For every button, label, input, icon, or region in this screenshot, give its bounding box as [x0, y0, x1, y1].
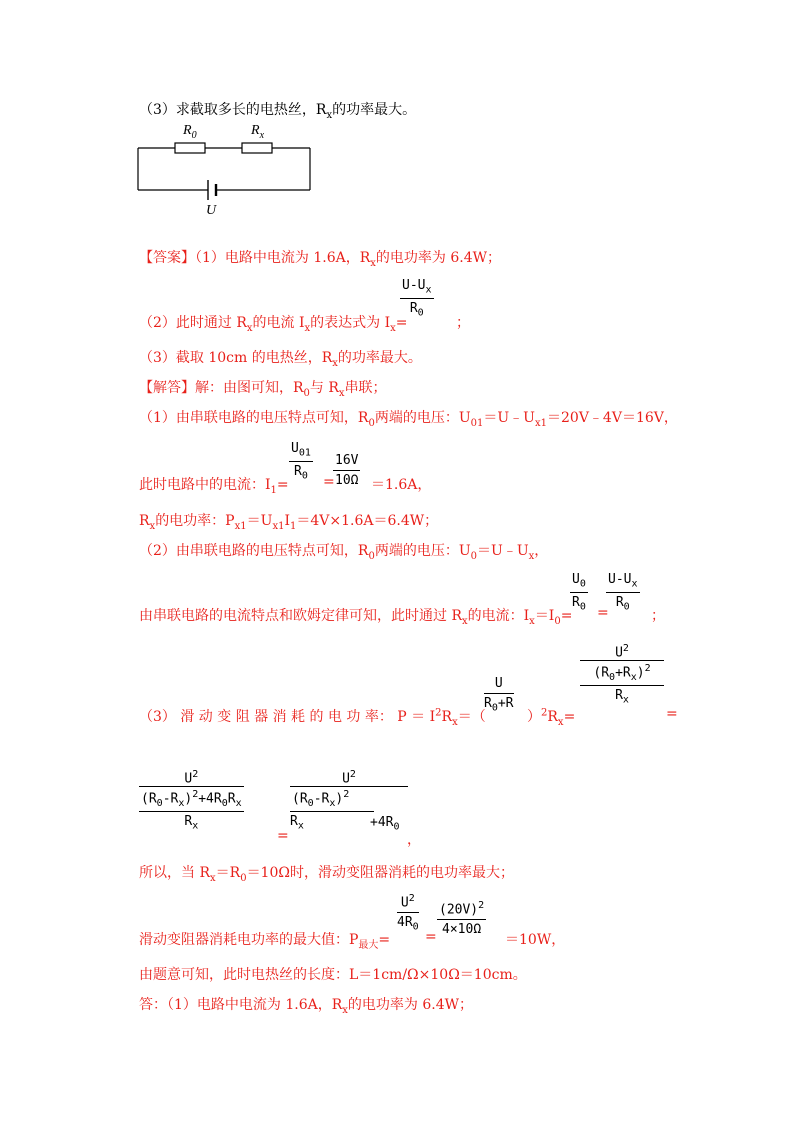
solution-1-line-3: $R_x$的电功率：$P_{x1}=U_{x1}I_1=4V\times 1.6A=6.4W$；	[139, 513, 439, 532]
solution-3-line-1: （3） 滑 动 变 阻 器 消 耗 的 电 功 率： $P = I^2R_x=$（	[139, 707, 486, 728]
question-text-tail: 的功率最大。	[332, 102, 417, 118]
solution-2-line-2: 由串联电路的电流特点和欧姆定律可知，此时通过 $R_x$的电流：$I_x=I_0=$	[139, 608, 573, 627]
fraction-u01-r0: $U_{01}$ $R_0$	[291, 441, 311, 482]
fraction-u2-over-4r0: $U^2$ $4R_0$	[397, 893, 419, 933]
solution-3-line-4: 滑动变阻器消耗电功率的最大值：$P_{最大}=$	[139, 932, 391, 951]
equals: =	[425, 929, 437, 945]
resistor-r0	[175, 143, 205, 153]
complex-fraction-3: $U^2$ $(R_0-R_x)^2$ $R_x$	[290, 769, 408, 832]
solution-3-line-5: 由题意可知，此时电热丝的长度：L＝1cm/Ω×10Ω＝10cm。	[139, 967, 527, 983]
label-u: U	[206, 203, 217, 218]
paren-squared-rx: ）$^2R_x=$	[527, 707, 576, 728]
answer-2: （2）此时通过 $R_x$的电流 $I_x$的表达式为 $I_x=$	[139, 315, 408, 334]
circuit-diagram	[130, 118, 330, 226]
equals: =	[666, 706, 678, 722]
answer-2-semicolon: ；	[456, 315, 470, 331]
fraction-u0-r0: $U_0$ $R_0$	[572, 572, 586, 613]
solution-3-line-3: 所以，当 $R_x=R_0=10\Omega$时，滑动变阻器消耗的电功率最大；	[139, 865, 514, 884]
complex-fraction-2: $U^2$ $(R_0-R_x)^2+4R_0R_x$ $R_x$	[141, 769, 242, 832]
fraction-16v-10ohm: 16V 10Ω	[335, 453, 359, 488]
solution-2-line-1: （2）由串联电路的电压特点可知，$R_0$两端的电压：$U_0=U﹣U_x$，	[139, 543, 549, 562]
solution-tag: 【解答】	[139, 380, 195, 396]
subscript: x	[326, 109, 333, 121]
fraction-u-minus-ux-r0: $U-U_x$ $R_0$	[608, 572, 638, 613]
solution-1-line-2: 此时电路中的电流：$I_1=$	[139, 477, 289, 496]
answer-2-fraction: $U-U_x$ $R_0$	[402, 278, 432, 319]
result-1-6a: ＝1.6A，	[371, 477, 432, 493]
equals: =	[277, 828, 289, 844]
comma: ，	[407, 832, 421, 848]
equals: =	[323, 474, 335, 490]
label-rx: $R_x$	[251, 123, 265, 141]
fraction-u-over-r0-plus-r: U $R_0+R$	[484, 676, 514, 714]
plus-4r0: $+4R_0$	[370, 815, 400, 833]
solution-1-line-1: （1）由串联电路的电压特点可知，$R_0$两端的电压：$U_{01}=U﹣U_{x1}=20V﹣4V=16V$，	[139, 410, 678, 429]
equals: =	[597, 605, 609, 621]
answer-tag: 【答案】	[139, 250, 195, 266]
answer-1: 【答案】（1）电路中电流为 1.6A，$R_x$的电功率为 6.4W；	[139, 250, 502, 269]
result-10w: ＝10W，	[505, 932, 566, 948]
fraction-20v-squared: $(20V)^2$ 4×10Ω	[439, 900, 485, 938]
solution-intro: 【解答】解：由图可知，$R_0$与 $R_x$串联；	[139, 380, 387, 399]
complex-fraction-1: $U^2$ $(R_0+R_x)^2$ $R_x$	[580, 643, 664, 706]
answer-3: （3）截取 10cm 的电热丝，$R_x$的功率最大。	[139, 350, 422, 369]
question-text: （3）求截取多长的电热丝，R	[139, 102, 327, 118]
resistor-rx	[242, 143, 272, 153]
final-answer: 答：（1）电路中电流为 1.6A，$R_x$的电功率为 6.4W；	[139, 997, 474, 1016]
label-r0: $R_0$	[183, 123, 197, 141]
semicolon: ；	[651, 608, 665, 624]
